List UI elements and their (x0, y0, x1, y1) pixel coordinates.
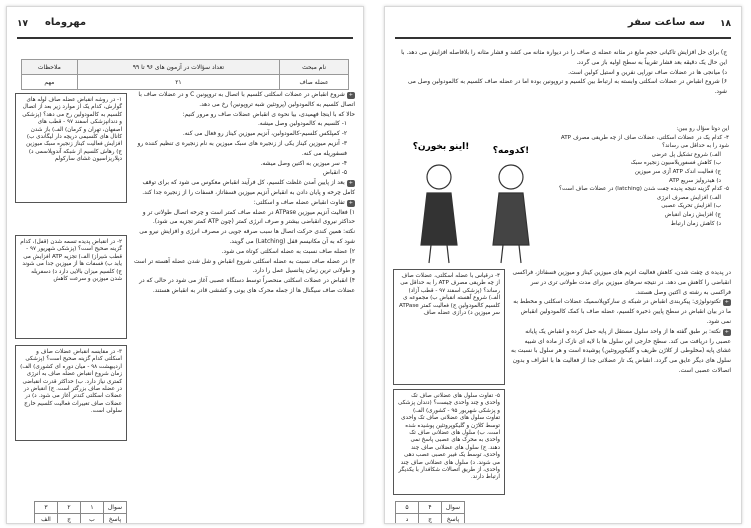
paragraph: ج) برای حل افزایش تاکیانی حجم مایع در مثانه عضله ی صاف را در دیواره مثانه می کشد و فشار مثانه را بلافاصله افزایش می دهد. با این حال یک دقیقه بعد فشار تقریباً به سطح اولیه باز می گردد. (401, 50, 727, 66)
question-block (555, 125, 729, 265)
question: ۴- کدام یک در عضلات اسکلتی، عضلات صاف از چه طریقی مصرف ATP شود را به حداقل می رساند؟ (560, 134, 729, 150)
question-box-2 (15, 235, 127, 339)
paragraph: +شروع انقباض در عضلات اسکلتی کلسیم با اتصال به تروپونین C و در عضلات صاف با اتصال کلسیم به کالمودولین (پروتئین شبه تروپونین) رخ می دهد. (138, 92, 355, 108)
question: ۵- کدام گزینه نتیجه پدیده چفت شدن (latching) در عضلات صاف است؟ (559, 186, 729, 193)
cartoon-illustration (399, 127, 554, 267)
paragraph: ۶) شروع انقباض در عضلات اسکلتی وابسته به ارتباط بین کلسیم و تروپونین بوده اما در عضله صاف کلسیم به کالمودولین وصل می شود. (407, 79, 727, 96)
page-number: ۱۸ (720, 19, 731, 29)
paragraph: د) میانجی ها در عضلات صاف نوراپی نفرین و استیل کولین است. (568, 69, 727, 76)
paragraph: نکته: همین کندی حرکت اتصال ها سبب صرفه جویی در مصرف انرژی و افزایش نیرو می شود که به آن مکانیسم قفل (Latching) می گویند. (139, 229, 355, 245)
question-text: ۳- در مقایسه انقباض عضلات صاف و اسکلتی کدام گزینه صحیح است؟ (پزشکی اردیبهشت ۹۸ - میان دوره ای کشوری) الف) زمان شروع انقباض عضله صاف به انرژی کمتری نیاز دارد. ب) حداکثر قدرت انقباضی در عضله صاف بزرگتر است. ج) انقباض در عضلات اسکلتی کندتر آغاز می شود. د) در عضلات صاف تغییرات فعالیت کلسیم خارج سلولی است. (20, 349, 122, 415)
answer-label: سوال (442, 502, 465, 514)
page-header (13, 15, 357, 37)
page-18 (384, 6, 742, 524)
option: الف) افزایش مصرف انرژی (656, 194, 721, 201)
list-item: ۳- آنزیم میوزین کیناز یکی از زنجیره های سبک میوزین به نام زنجیره ی تنظیم کننده رو فسفوریله می کنه. (137, 140, 347, 157)
answer-cell: ب (81, 514, 104, 525)
paragraph: حالا که با اینجا فهمیدی، بیا نحوه ی انقباض عضلات صاف رو مرور کنیم: (182, 111, 355, 118)
question-text: ۲- در انقباض پدیده تسمه شدن (قفل)، کدام گزینه صحیح است؟ (پزشکی شهریور ۹۷ - قطب شیراز) الف) تجزیه ATP افزایش می یابد ب) فسفات ها از میوزین جدا می شوند ج) کلسیم میزان بالایی دارد د) دسفریله شدن میوزین و سرعت کاهش (20, 239, 122, 283)
page-header (391, 15, 735, 37)
table-cell: ۲۱ (77, 75, 279, 90)
answer-label: پاسخ (104, 514, 127, 525)
list-item: ۱- کلسیم به کالمودولین وصل میشه. (257, 121, 347, 128)
answer-row-questions (396, 502, 465, 514)
answer-cell: ۱ (81, 502, 104, 514)
answer-cell: ۵ (396, 502, 419, 514)
answer-label: پاسخ (442, 514, 465, 525)
question-text: ۱- در روشه انقباض عضله صاف لوله های گوارش، کدام یک از موارد زیر بعد از اتصال کلسیم به کالمودولین رخ می دهد؟ (پزشکی و دندانپزشکی اسفند ۹۷ - قطب های اصفهان، تهران و کرمان) الف) باز شدن کانال های کلسیمی دریچه دار لیگاندی ب) افزایش فعالیت کیناز زنجیره سبک میوزین ج) رهاش کلسیم از شبکه آندوپلاسمی د) دپلاریزاسیون غشای سارکولم (22, 97, 122, 163)
paragraph: +بعد از پایین آمدن غلظت کلسیم، کل فرآیند انقباض معکوس می شود که برای توقف کامل چرخه و پایان دادن به انقباض آنزیم میوزین فسفاتاز، فسفات را از زنجیره جدا کند. (142, 180, 355, 196)
answer-row-questions (35, 502, 127, 514)
table-header-row (22, 60, 349, 75)
main-text (511, 269, 731, 499)
answer-cell: ج (58, 514, 81, 525)
paragraph: این دوتا سؤال رو ببین: (676, 126, 729, 132)
note-tag: + (724, 328, 729, 335)
table-header: ملاحظات (22, 60, 78, 75)
answer-label: سوال (104, 502, 127, 514)
paragraph: +تکتونولوژی: پیکربندی انقباض در شبکه ی سارکوپلاسمیک عضلات اسکلتی و مخطط به ما در بیان انقباض در سطح پایین ذخیره کلسیم، عضله صاف با کمک کالمودولین انقباض نمی شود. (513, 299, 731, 325)
list-item: ۴- سر میوزین به اکتین وصل میشه. (260, 160, 347, 167)
question-text: ۵- تفاوت سلول های عضلانی صاف تک واحدی و چند واحدی چیست؟ (دندان پزشکی و پزشکی شهریور ۹۵ - کشوری) الف) تفاوت سلول های عضلانی صاف تک واحدی توسط کلاژن و گلیکوپروتئین پوشیده شده است. ب) سلول های عضلانی صاف تک واحدی به محرک های عصبی پاسخ نمی دهند. ج) سلول های عضلانی صاف چند واحدی، توسط یک فیبر عصبی عصب دهی می شوند. د) سلول های عضلانی صاف چند واحدی، از طریق اتصالات شکافدار با یکدیگر ارتباط دارند. (397, 393, 500, 481)
answer-table (395, 501, 465, 524)
answer-row-values (396, 514, 465, 525)
answer-cell: الف (35, 514, 58, 525)
speech-bubble-2: اینو بخورن؟! (412, 142, 470, 152)
question-box-5 (393, 389, 505, 495)
speech-bubble-1: کدومه؟! (492, 146, 530, 156)
answer-cell: ج (419, 514, 442, 525)
note-tag: + (348, 180, 353, 187)
option: ج) فعالیت اندک ATP آزی سر میوزین (634, 168, 721, 175)
paragraph: ۴) انقباض در عضلات اسکلتی منحصراً توسط دستگاه عصبی آغاز می شود در حالی که در عضلات صاف سیگنال ها از جمله محرک های یونی و کششی قادر به انقباض هستند. (139, 278, 355, 294)
answer-cell: ۲ (58, 502, 81, 514)
answer-cell: ۳ (35, 502, 58, 514)
table-row (22, 75, 349, 90)
note-tag: + (348, 199, 353, 206)
question-text: ۴- درقیاس با عضله اسکلتی، عضلات صاف از چه طریقی مصرف ATP را به حداقل می رساند؟ (پزشکی اسفند ۹۷ - قطب آزاد) الف) شروع آهسته انقباض ب) مجموعه ی کلسیم کالمودولین ج) فعالیت کمتر ATPase سر میوزین د) درازی عضله صاف (399, 273, 500, 317)
paragraph: ۱) فعالیت آنزیم میوزین ATPase در عضله صاف کمتر است و چرخه اتصال طولانی تر و حداکثر نیروی انقباضی بیشتر و صرف انرژی کمتر (چون ATP کمتر تجزیه می شود). (142, 209, 355, 226)
answer-cell: د (396, 514, 419, 525)
person-left (421, 165, 457, 263)
list-item: ۵- انقباض (322, 170, 347, 177)
table-cell: عضله صاف (280, 75, 349, 90)
option: ج) افزایش زمان انقباض (664, 211, 721, 218)
table-header: تعداد سؤالات در آزمون های ۹۶ تا ۹۹ (77, 60, 279, 75)
option: د) هیدرولیز سریع ATP (669, 177, 721, 184)
top-text (399, 49, 727, 121)
question-box-3 (15, 345, 127, 441)
topic-table (21, 59, 349, 90)
question-box-4 (393, 269, 505, 385)
option: د) کاهش زمان ارتباط (670, 220, 721, 227)
paragraph: +نکته: بر طبق گفته ها از واحد سلول مستقل از پایه حمل کرده و انقباض یک پایانه عصبی را دریافت می کند. سطح خارجی این سلول ها با لایه ای نازک از ماده ای شبیه غشای پایه (مخلوطی از کلاژن ظریف و گلیکوپروتئین) پوشیده است و هر سلول با نسبت به سلول های دیگر عایق می گردد. انقباض یک تار عضلاتی جدا از فعالیت ها با اطراف و بدون اتصالات عصبی است. (511, 328, 731, 374)
question-box-1 (15, 93, 127, 203)
page-17 (6, 6, 364, 524)
brand-logo: مهروماه (45, 17, 87, 28)
answer-row-values (35, 514, 127, 525)
list-item: ۲- کمپلکس کلسیم-کالمودولین، آنزیم میوزین کیناز رو فعال می کنه. (182, 131, 347, 138)
answer-table (34, 501, 127, 524)
table-cell: مهم (22, 75, 78, 90)
paragraph: در پدیده ی چفت شدن، کاهش فعالیت آنزیم های میوزین کیناز و میوزین فسفاتاز، فراکسی انقباضی را کاهش می دهد. در نتیجه سرهای میوزین برای مدت طولانی تری در سر فراکسی به رشته ی اکتین وصل هستند. (512, 270, 731, 296)
answer-cell: ۴ (419, 502, 442, 514)
option: ب) افزایش تحریک عصبی (661, 203, 721, 210)
option: ب) کاهش فسفوریلاسیون زنجیره سبک (630, 160, 721, 167)
option: الف) شروع تشکیل پل عرضی (651, 151, 721, 158)
header-rule (17, 37, 353, 39)
paragraph: +تفاوت انقباض عضله صاف و اسکلتی: (253, 199, 353, 206)
paragraph: ۲) عضله صاف نسبت به عضله اسکلتی کوتاه می شود. (221, 248, 355, 255)
paragraph: ۳) در عضله صاف نسبت به عضله اسکلتی شروع انقباض و شل شدن عضله آهسته تر است و طولانی ترین زمان پتانسیل عمل را دارد. (134, 258, 355, 275)
header-rule (395, 37, 731, 39)
page-number: ۱۷ (17, 19, 28, 29)
note-tag: + (348, 92, 353, 98)
note-tag: + (724, 299, 729, 306)
main-text (133, 91, 355, 497)
person-right (493, 165, 529, 263)
table-header: نام مبحث (280, 60, 349, 75)
brand-logo: سه ساعت سفر (627, 17, 705, 28)
